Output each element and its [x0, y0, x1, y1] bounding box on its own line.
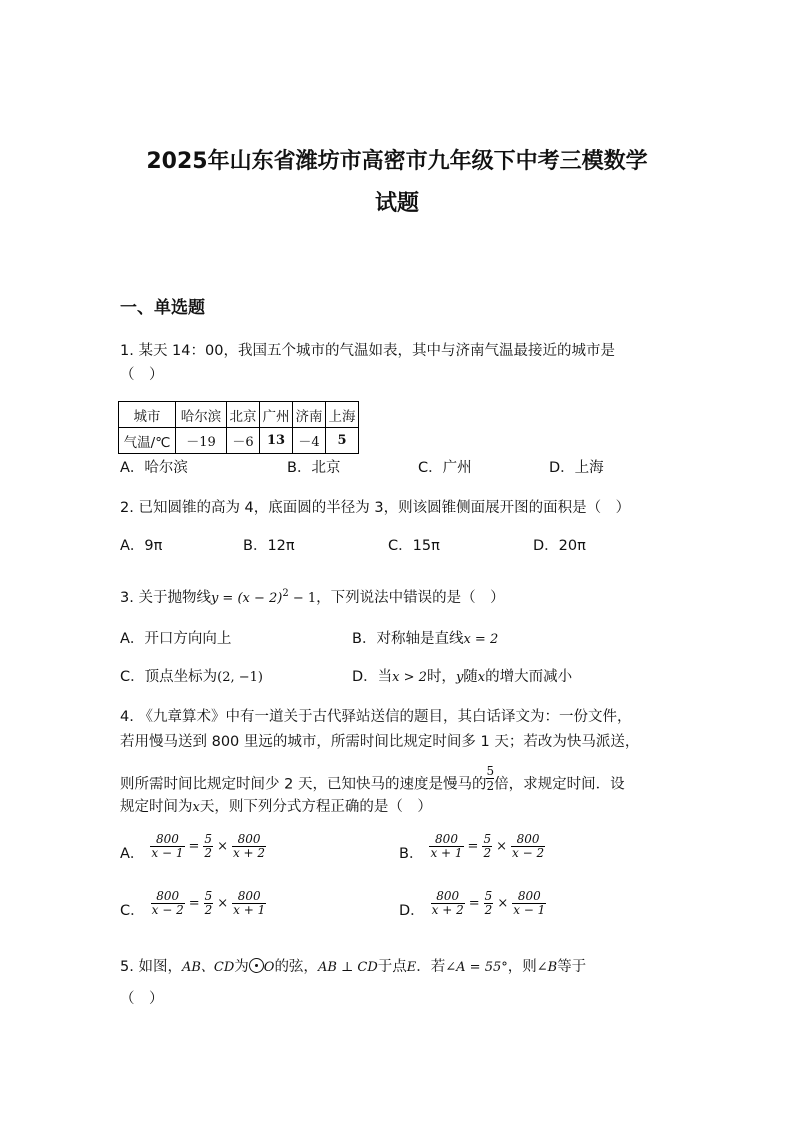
q4-stem-line-3	[120, 764, 625, 799]
document-title-line-2: 试题	[374, 191, 419, 216]
q2-option-a[interactable]: A．9π	[120, 538, 163, 554]
denominator: x + 1	[430, 846, 463, 860]
table-cell: －19	[176, 428, 227, 454]
parabola-formula: y = (x − 2)	[210, 591, 283, 606]
q2-stem: 2. 已知圆锥的高为 4，底面圆的半径为 3，则该圆锥侧面展开图的面积是（ ）	[120, 500, 631, 516]
option-label: C．	[120, 903, 145, 919]
table-cell: －6	[227, 428, 260, 454]
numerator: 800	[429, 833, 463, 847]
denominator: x − 1	[513, 903, 546, 917]
denominator: x + 1	[233, 903, 266, 917]
fraction	[431, 890, 465, 917]
numerator: 800	[232, 833, 266, 847]
q1-option-b[interactable]: B．北京	[287, 460, 341, 476]
q1-option-c[interactable]: C．广州	[418, 460, 472, 476]
q3-option-d[interactable]	[352, 667, 572, 688]
times-sign: ×	[217, 839, 228, 854]
numerator: 800	[512, 890, 546, 904]
q4-option-b[interactable]	[399, 833, 545, 860]
fraction	[203, 833, 213, 860]
q5-math: O	[263, 960, 275, 975]
five-halves-fraction	[486, 764, 494, 793]
q3-option-b-text: B．对称轴是直线	[352, 631, 464, 647]
table-cell: 哈尔滨	[176, 402, 227, 428]
q4-line-4-text: 天，则下列分式方程正确的是（ ）	[199, 799, 432, 815]
q5-text: 的弦，	[274, 959, 318, 975]
table-cell: 广州	[260, 402, 293, 428]
q1-option-d[interactable]: D．上海	[549, 460, 604, 476]
q3-stem	[120, 584, 505, 609]
q3-option-c-text: C．顶点坐标为	[120, 669, 218, 685]
q3-stem-pre: 3. 关于抛物线	[120, 590, 211, 606]
q4-stem-line-4	[120, 797, 432, 818]
q1-stem: 1. 某天 14：00，我国五个城市的气温如表，其中与济南气温最接近的城市是	[120, 343, 615, 359]
denominator: 2	[204, 846, 213, 860]
q2-option-b[interactable]: B．12π	[243, 538, 295, 554]
fraction-numerator: 5	[486, 764, 495, 778]
table-cell: －4	[293, 428, 326, 454]
q5-math: E	[406, 960, 417, 975]
q4-option-c[interactable]	[120, 890, 266, 917]
q4-option-a[interactable]	[120, 833, 266, 860]
q4-option-d[interactable]	[399, 890, 546, 917]
times-sign: ×	[496, 839, 507, 854]
fraction	[484, 890, 494, 917]
option-label: A．	[120, 846, 145, 862]
q3-option-d-text: 的增大而减小	[485, 669, 573, 685]
q5-text: 为	[234, 959, 249, 975]
q1-option-a[interactable]: A．哈尔滨	[120, 460, 188, 476]
q4-line-4-text: 规定时间为	[120, 799, 193, 815]
fraction	[429, 833, 463, 860]
fraction	[151, 890, 185, 917]
q2-option-c[interactable]: C．15π	[388, 538, 440, 554]
circle-dot-icon	[249, 958, 264, 973]
q5-text: ，则	[507, 959, 537, 975]
table-cell: 济南	[293, 402, 326, 428]
parabola-exponent: 2	[282, 588, 289, 599]
q5-stem	[120, 957, 586, 978]
q3-option-a[interactable]: A．开口方向向上	[120, 631, 232, 647]
fraction	[512, 890, 546, 917]
fraction	[511, 833, 545, 860]
q3-option-c-math: (2, −1)	[217, 670, 263, 685]
q3-option-d-math: x	[477, 670, 486, 685]
numerator: 800	[431, 890, 465, 904]
table-cell: 北京	[227, 402, 260, 428]
q1-answer-paren: （ ）	[120, 367, 164, 383]
denominator: x − 1	[151, 846, 184, 860]
numerator: 800	[151, 890, 185, 904]
q2-option-d[interactable]: D．20π	[533, 538, 586, 554]
q3-option-d-math: x > 2	[392, 670, 427, 685]
parabola-formula-tail: − 1	[288, 591, 317, 606]
equals-sign: =	[467, 839, 479, 854]
q3-stem-post: ，下列说法中错误的是（ ）	[316, 590, 505, 606]
fraction-denominator: 2	[486, 779, 495, 793]
numerator: 5	[483, 832, 492, 846]
fraction	[482, 833, 492, 860]
q3-option-d-text: 随	[463, 669, 478, 685]
q5-text: ．若	[416, 959, 446, 975]
numerator: 800	[511, 833, 545, 847]
table-header-row	[119, 402, 359, 428]
q5-text: 等于	[557, 959, 587, 975]
denominator: 2	[484, 903, 493, 917]
q4-line-3-text: 则所需时间比规定时间少 2 天，已知快马的速度是慢马的	[120, 776, 487, 793]
table-cell: 上海	[326, 402, 359, 428]
q4-stem-line-1: 4. 《九章算术》中有一道关于古代驿站送信的题目，其白话译文为：一份文件，	[120, 709, 632, 725]
table-cell: 5	[326, 428, 359, 454]
fraction	[232, 890, 266, 917]
q3-option-c[interactable]	[120, 667, 263, 688]
document-title-line-1: 2025年山东省潍坊市高密市九年级下中考三模数学	[146, 149, 648, 174]
equals-sign: =	[188, 896, 200, 911]
q4-variable-x: x	[192, 800, 200, 815]
q5-text: 5. 如图，	[120, 959, 182, 975]
numerator: 800	[150, 833, 184, 847]
temperature-table	[118, 401, 359, 454]
denominator: x − 2	[512, 846, 545, 860]
numerator: 5	[484, 889, 493, 903]
equals-sign: =	[468, 896, 480, 911]
q5-math: ∠B	[536, 960, 558, 975]
option-label: B．	[399, 846, 424, 862]
fraction	[150, 833, 184, 860]
q3-option-b-math: x = 2	[463, 632, 499, 647]
table-cell: 13	[260, 428, 293, 454]
q5-math: AB ⊥ CD	[317, 960, 378, 975]
q5-answer-paren: （ ）	[120, 991, 164, 1007]
q3-option-d-text: 时，	[426, 669, 456, 685]
q5-math: ∠A = 55°	[445, 960, 508, 975]
q3-option-d-math: y	[455, 670, 464, 685]
fraction	[232, 833, 266, 860]
times-sign: ×	[217, 896, 229, 911]
denominator: 2	[204, 903, 213, 917]
denominator: x − 2	[151, 903, 184, 917]
q3-option-b[interactable]	[352, 629, 498, 650]
q4-line-3-text: 倍，求规定时间．设	[494, 776, 625, 793]
denominator: x + 2	[232, 846, 266, 860]
q3-option-d-text: D．当	[352, 669, 393, 685]
table-row	[119, 428, 359, 454]
equals-sign: =	[188, 839, 200, 854]
times-sign: ×	[497, 896, 509, 911]
option-label: D．	[399, 903, 425, 919]
denominator: 2	[483, 846, 492, 860]
q5-math: AB、CD	[181, 960, 235, 975]
denominator: x + 2	[431, 903, 464, 917]
q5-text: 于点	[377, 959, 407, 975]
q4-stem-line-2: 若用慢马送到 800 里远的城市，所需时间比规定时间多 1 天；若改为快马派送，	[120, 734, 640, 750]
numerator: 5	[204, 889, 213, 903]
section-heading: 一、单选题	[120, 298, 205, 318]
numerator: 5	[204, 832, 213, 846]
numerator: 800	[232, 890, 266, 904]
table-cell: 城市	[119, 402, 176, 428]
fraction	[204, 890, 214, 917]
table-cell: 气温/℃	[119, 428, 176, 454]
